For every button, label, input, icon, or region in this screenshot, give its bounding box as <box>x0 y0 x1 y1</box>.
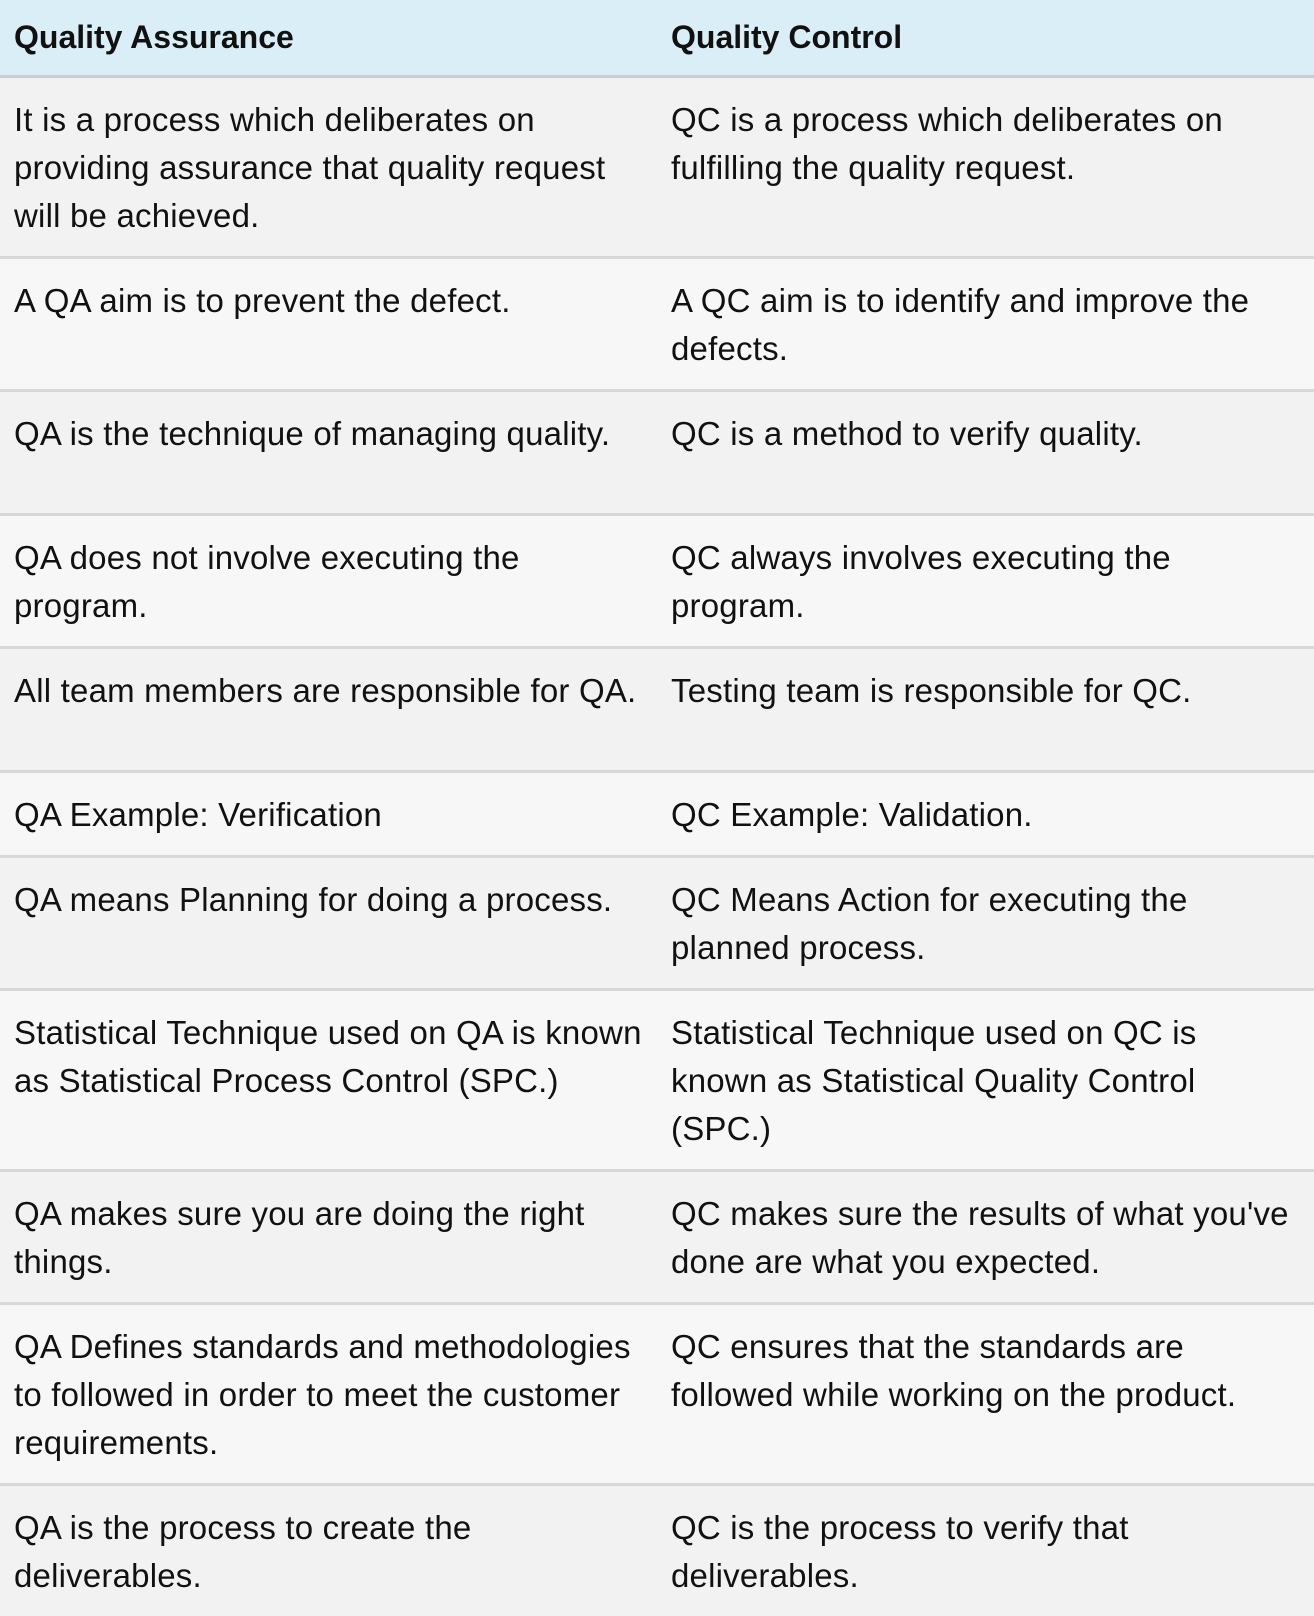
qa-cell: A QA aim is to prevent the defect. <box>0 257 657 390</box>
header-quality-assurance: Quality Assurance <box>0 0 657 76</box>
qa-cell: It is a process which deliberates on providing assurance that quality request will be achieved. <box>0 76 657 257</box>
qc-cell: QC Example: Validation. <box>657 771 1314 856</box>
table-row <box>0 647 1314 771</box>
qc-cell: QC ensures that the standards are followed while working on the product. <box>657 1303 1314 1484</box>
qa-cell: Statistical Technique used on QA is known as Statistical Process Control (SPC.) <box>0 989 657 1170</box>
qc-cell: QC Means Action for executing the planned process. <box>657 856 1314 989</box>
table-header-row <box>0 0 1314 76</box>
table-row <box>0 856 1314 989</box>
qa-cell: QA makes sure you are doing the right things. <box>0 1170 657 1303</box>
table-row <box>0 1170 1314 1303</box>
table-row <box>0 989 1314 1170</box>
table-row <box>0 1303 1314 1484</box>
table-row <box>0 257 1314 390</box>
qa-cell: QA Defines standards and methodologies to followed in order to meet the customer requirements. <box>0 1303 657 1484</box>
table-row <box>0 1484 1314 1616</box>
qa-cell: QA does not involve executing the program. <box>0 514 657 647</box>
qc-cell: QC always involves executing the program. <box>657 514 1314 647</box>
qc-cell: Testing team is responsible for QC. <box>657 647 1314 771</box>
table-row <box>0 390 1314 514</box>
qc-cell: A QC aim is to identify and improve the defects. <box>657 257 1314 390</box>
qc-cell: QC is a process which deliberates on fulfilling the quality request. <box>657 76 1314 257</box>
qa-cell: QA Example: Verification <box>0 771 657 856</box>
qa-cell: All team members are responsible for QA. <box>0 647 657 771</box>
qc-cell: Statistical Technique used on QC is known as Statistical Quality Control (SPC.) <box>657 989 1314 1170</box>
qc-cell: QC is a method to verify quality. <box>657 390 1314 514</box>
table-row <box>0 771 1314 856</box>
table-row <box>0 514 1314 647</box>
qa-cell: QA is the process to create the deliverables. <box>0 1484 657 1616</box>
qc-cell: QC is the process to verify that deliverables. <box>657 1484 1314 1616</box>
qa-cell: QA is the technique of managing quality. <box>0 390 657 514</box>
table-row <box>0 76 1314 257</box>
header-quality-control: Quality Control <box>657 0 1314 76</box>
qa-cell: QA means Planning for doing a process. <box>0 856 657 989</box>
qc-cell: QC makes sure the results of what you've done are what you expected. <box>657 1170 1314 1303</box>
